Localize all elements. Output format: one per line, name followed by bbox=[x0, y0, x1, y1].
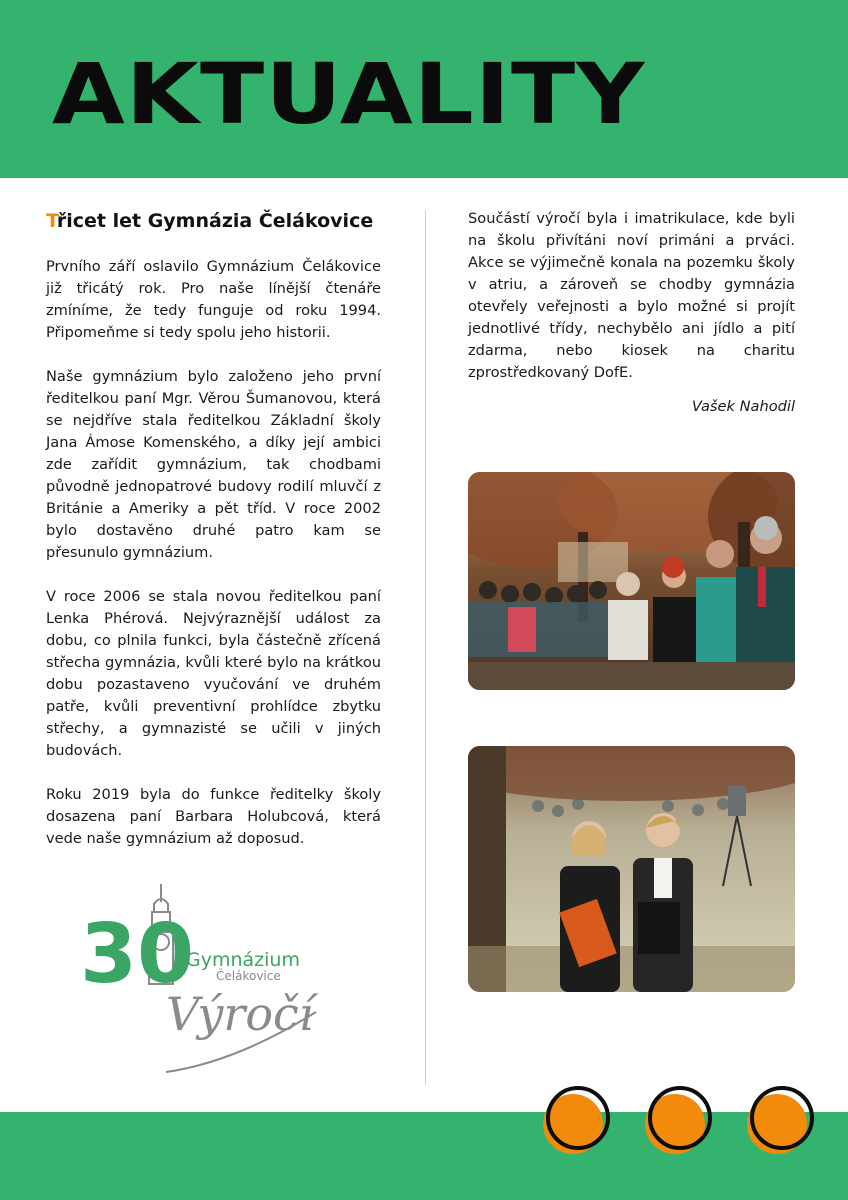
anniversary-logo bbox=[66, 872, 356, 1084]
decorative-circle bbox=[744, 1084, 816, 1156]
decorative-circle bbox=[642, 1084, 714, 1156]
right-column bbox=[468, 208, 795, 415]
header-banner bbox=[0, 0, 848, 178]
column-divider bbox=[425, 210, 426, 1085]
left-column bbox=[46, 210, 381, 872]
logo-number: 30 bbox=[80, 907, 195, 1002]
logo-city: Čelákovice bbox=[216, 969, 281, 983]
logo-school-name: Gymnázium bbox=[186, 949, 300, 971]
photo-students bbox=[468, 746, 795, 992]
photo-audience bbox=[468, 472, 795, 690]
article-title-rest: řicet let Gymnázia Čelákovice bbox=[56, 210, 374, 232]
article-paragraph: V roce 2006 se stala novou ředitelkou paní Lenka Phérová. Nejvýraznější událost za dobu, co plnila funkci, byla částečně zřícená střecha gymnázia, kvůli které bylo na krátkou dobu pozastaveno vyučování ve druhém patře, kvůli preventivní prohlídce zbytku střechy, a gymnazisté se učili v jiných budovách. bbox=[46, 588, 381, 759]
article-paragraph: Roku 2019 byla do funkce ředitelky školy dosazena paní Barbara Holubcová, která vede naše gymnázium až doposud. bbox=[46, 786, 381, 847]
footer-banner bbox=[0, 1112, 848, 1200]
decorative-circle bbox=[540, 1084, 612, 1156]
article-paragraph: Naše gymnázium bylo založeno jeho první ředitelkou paní Mgr. Věrou Šumanovou, která se nejdříve stala ředitelkou Základní školy Jana Ámose Komenského, a díky její ambici zde zařídit gymnázium, tak chodbami původně jednopatrové budovy rodilí mluvčí z Británie a Ameriky a pět tříd. V roce 2002 bylo dostavěno druhé patro kam se přesunulo gymnázium. bbox=[46, 368, 381, 561]
article-paragraph: Prvního září oslavilo Gymnázium Čelákovice již třicátý rok. Pro naše línější čtenáře zmíníme, že tedy funguje od roku 1994. Připomeňme si tedy spolu jeho historii. bbox=[46, 258, 381, 341]
page-title: AKTUALITY bbox=[52, 45, 646, 143]
article-paragraph-right: Součástí výročí byla i imatrikulace, kde byli na školu přivítáni noví primáni a prváci. Akce se výjimečně konala na pozemku školy v atriu, a zároveň se chodby gymnázia otevřely veřejnosti a bylo možné si projít jednotlivé třídy, nechybělo ani jídlo a pití zdarma, nebo kiosek na charitu zprostředkovaný DofE. bbox=[468, 210, 795, 381]
article-author: Vašek Nahodil bbox=[691, 398, 795, 415]
article-title bbox=[46, 210, 381, 232]
logo-tagline: Výročí bbox=[166, 987, 314, 1041]
article-title-initial: T bbox=[46, 210, 57, 232]
